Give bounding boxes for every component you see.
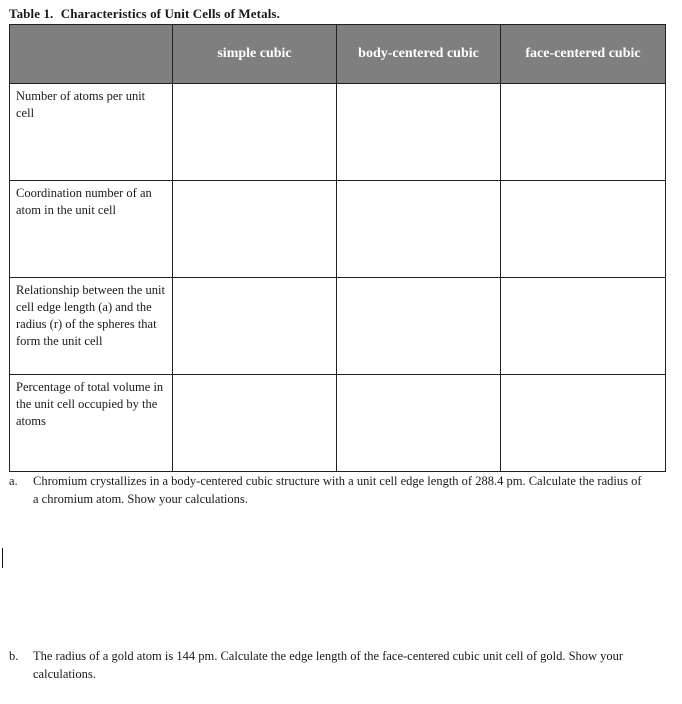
row-label-volume-percentage: Percentage of total volume in the unit cell occupied by the atoms xyxy=(10,375,173,472)
table-label: Table 1. xyxy=(9,6,54,21)
answer-cell[interactable] xyxy=(337,375,501,472)
question-b-text: The radius of a gold atom is 144 pm. Calculate the edge length of the face-centered cubic unit cell of gold. Show your calculations. xyxy=(33,649,624,681)
table-header-row xyxy=(10,25,666,84)
row-label-coordination-number: Coordination number of an atom in the unit cell xyxy=(10,181,173,278)
table-row xyxy=(10,181,666,278)
answer-cell[interactable] xyxy=(337,84,501,181)
header-corner-cell xyxy=(10,25,173,84)
row-label-atoms-per-cell: Number of atoms per unit cell xyxy=(10,84,173,181)
row-label-edge-radius-relationship: Relationship between the unit cell edge length (a) and the radius (r) of the spheres that form the unit cell xyxy=(10,278,173,375)
table-caption xyxy=(9,6,280,22)
table-row xyxy=(10,278,666,375)
answer-cell[interactable] xyxy=(501,84,666,181)
table-row xyxy=(10,84,666,181)
answer-cell[interactable] xyxy=(173,84,337,181)
text-cursor xyxy=(2,548,3,568)
answer-cell[interactable] xyxy=(337,278,501,375)
table-title: Characteristics of Unit Cells of Metals. xyxy=(60,6,280,21)
column-header-body-centered-cubic: body-centered cubic xyxy=(337,25,501,84)
answer-cell[interactable] xyxy=(173,181,337,278)
answer-cell[interactable] xyxy=(501,181,666,278)
question-b-marker: b. xyxy=(9,649,19,663)
table-row xyxy=(10,375,666,472)
answer-cell[interactable] xyxy=(501,278,666,375)
answer-cell[interactable] xyxy=(173,375,337,472)
question-a-text: Chromium crystallizes in a body-centered cubic structure with a unit cell edge length of 288.4 pm. Calculate the radius of a chromium atom. Show your calculations. xyxy=(33,474,642,506)
unit-cell-table xyxy=(9,24,666,472)
question-a-marker: a. xyxy=(9,474,18,488)
answer-cell[interactable] xyxy=(173,278,337,375)
column-header-face-centered-cubic: face-centered cubic xyxy=(501,25,666,84)
column-header-simple-cubic: simple cubic xyxy=(173,25,337,84)
answer-cell[interactable] xyxy=(501,375,666,472)
answer-cell[interactable] xyxy=(337,181,501,278)
